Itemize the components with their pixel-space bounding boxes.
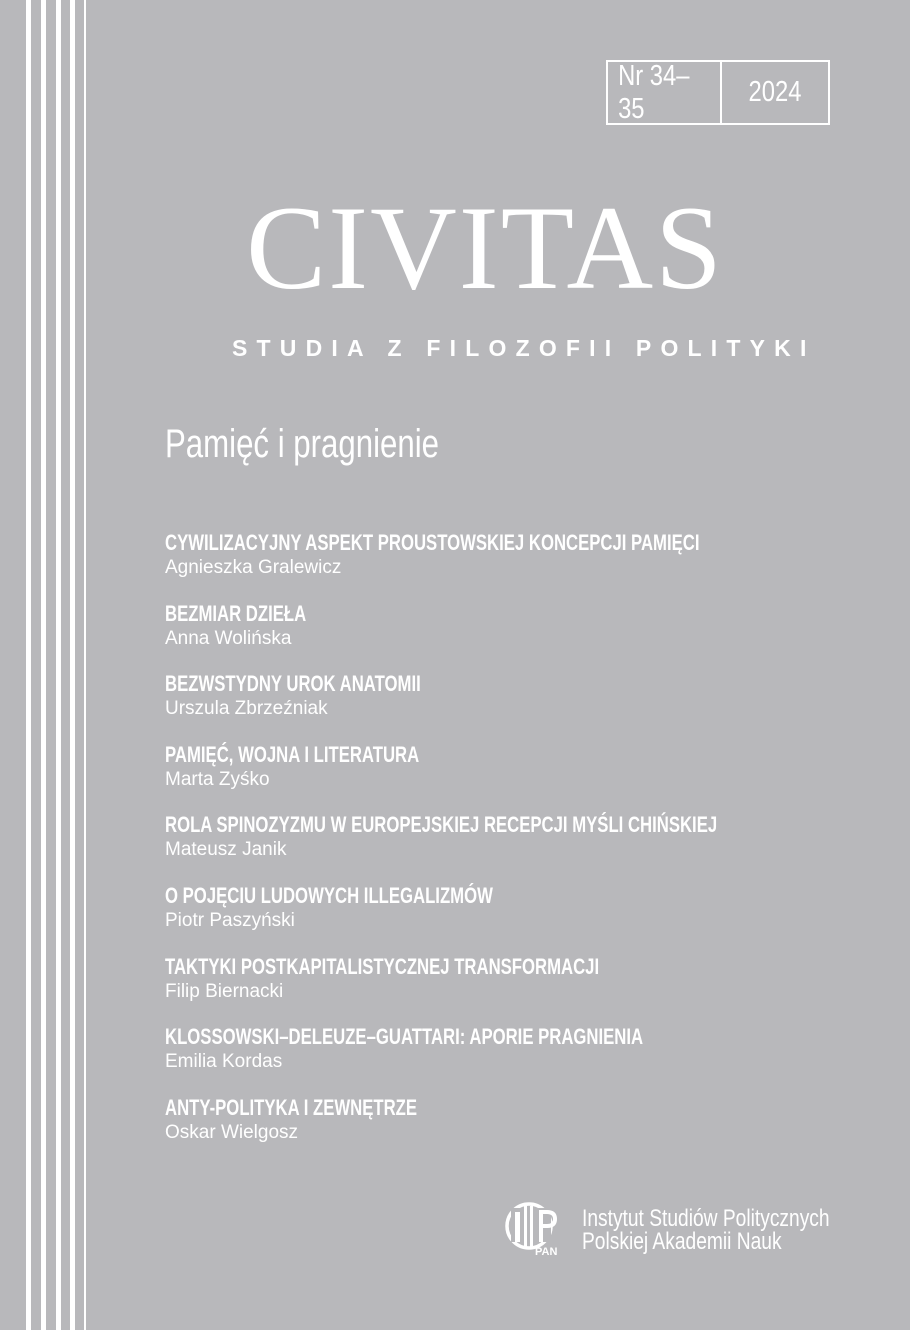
article-title: TAKTYKI POSTKAPITALISTYCZNEJ TRANSFORMACJI bbox=[165, 953, 600, 979]
publisher-line-2: Polskiej Akademii Nauk bbox=[582, 1228, 782, 1255]
article-entry bbox=[165, 529, 865, 600]
publisher-line-1: Instytut Studiów Politycznych bbox=[582, 1205, 830, 1232]
issue-theme: Pamięć i pragnienie bbox=[165, 422, 440, 466]
issue-number: Nr 34–35 bbox=[618, 59, 690, 125]
article-author: Oskar Wielgosz bbox=[165, 1121, 299, 1143]
article-author: Emilia Kordas bbox=[165, 1051, 283, 1073]
isp-pan-logo bbox=[505, 1198, 569, 1256]
svg-text:PAN: PAN bbox=[535, 1246, 558, 1256]
article-title: CYWILIZACYJNY ASPEKT PROUSTOWSKIEJ KONCEPCJI PAMIĘCI bbox=[165, 530, 700, 555]
article-title: ROLA SPINOZYZMU W EUROPEJSKIEJ RECEPCJI MYŚLI CHIŃSKIEJ bbox=[165, 812, 718, 838]
article-title: BEZMIAR DZIEŁA bbox=[165, 600, 307, 626]
article-title: KLOSSOWSKI–DELEUZE–GUATTARI: APORIE PRAGNIENIA bbox=[165, 1024, 644, 1050]
table-of-contents bbox=[165, 529, 865, 1164]
journal-title: CIVITAS bbox=[246, 181, 724, 314]
article-entry bbox=[165, 670, 865, 741]
journal-subtitle: STUDIA Z FILOZOFII POLITYKI bbox=[232, 335, 816, 361]
issue-box bbox=[606, 60, 830, 125]
issue-divider bbox=[720, 62, 722, 123]
article-title: PAMIĘĆ, WOJNA I LITERATURA bbox=[165, 741, 420, 767]
article-entry bbox=[165, 1094, 865, 1165]
issue-year: 2024 bbox=[748, 76, 802, 108]
article-author: Agnieszka Gralewicz bbox=[165, 557, 342, 578]
publisher-name bbox=[582, 1207, 830, 1253]
article-author: Mateusz Janik bbox=[165, 839, 287, 861]
article-entry bbox=[165, 600, 865, 671]
article-author: Marta Zyśko bbox=[165, 768, 270, 790]
article-entry bbox=[165, 811, 865, 882]
article-entry bbox=[165, 953, 865, 1024]
article-author: Anna Wolińska bbox=[165, 627, 292, 649]
article-entry bbox=[165, 1023, 865, 1094]
article-author: Urszula Zbrzeźniak bbox=[165, 698, 328, 720]
article-title: ANTY-POLITYKA I ZEWNĘTRZE bbox=[165, 1094, 418, 1120]
article-title: BEZWSTYDNY UROK ANATOMII bbox=[165, 671, 421, 697]
article-title: O POJĘCIU LUDOWYCH ILLEGALIZMÓW bbox=[165, 882, 493, 908]
article-author: Piotr Paszyński bbox=[165, 909, 295, 931]
article-author: Filip Biernacki bbox=[165, 980, 284, 1002]
article-entry bbox=[165, 882, 865, 953]
article-entry bbox=[165, 741, 865, 812]
